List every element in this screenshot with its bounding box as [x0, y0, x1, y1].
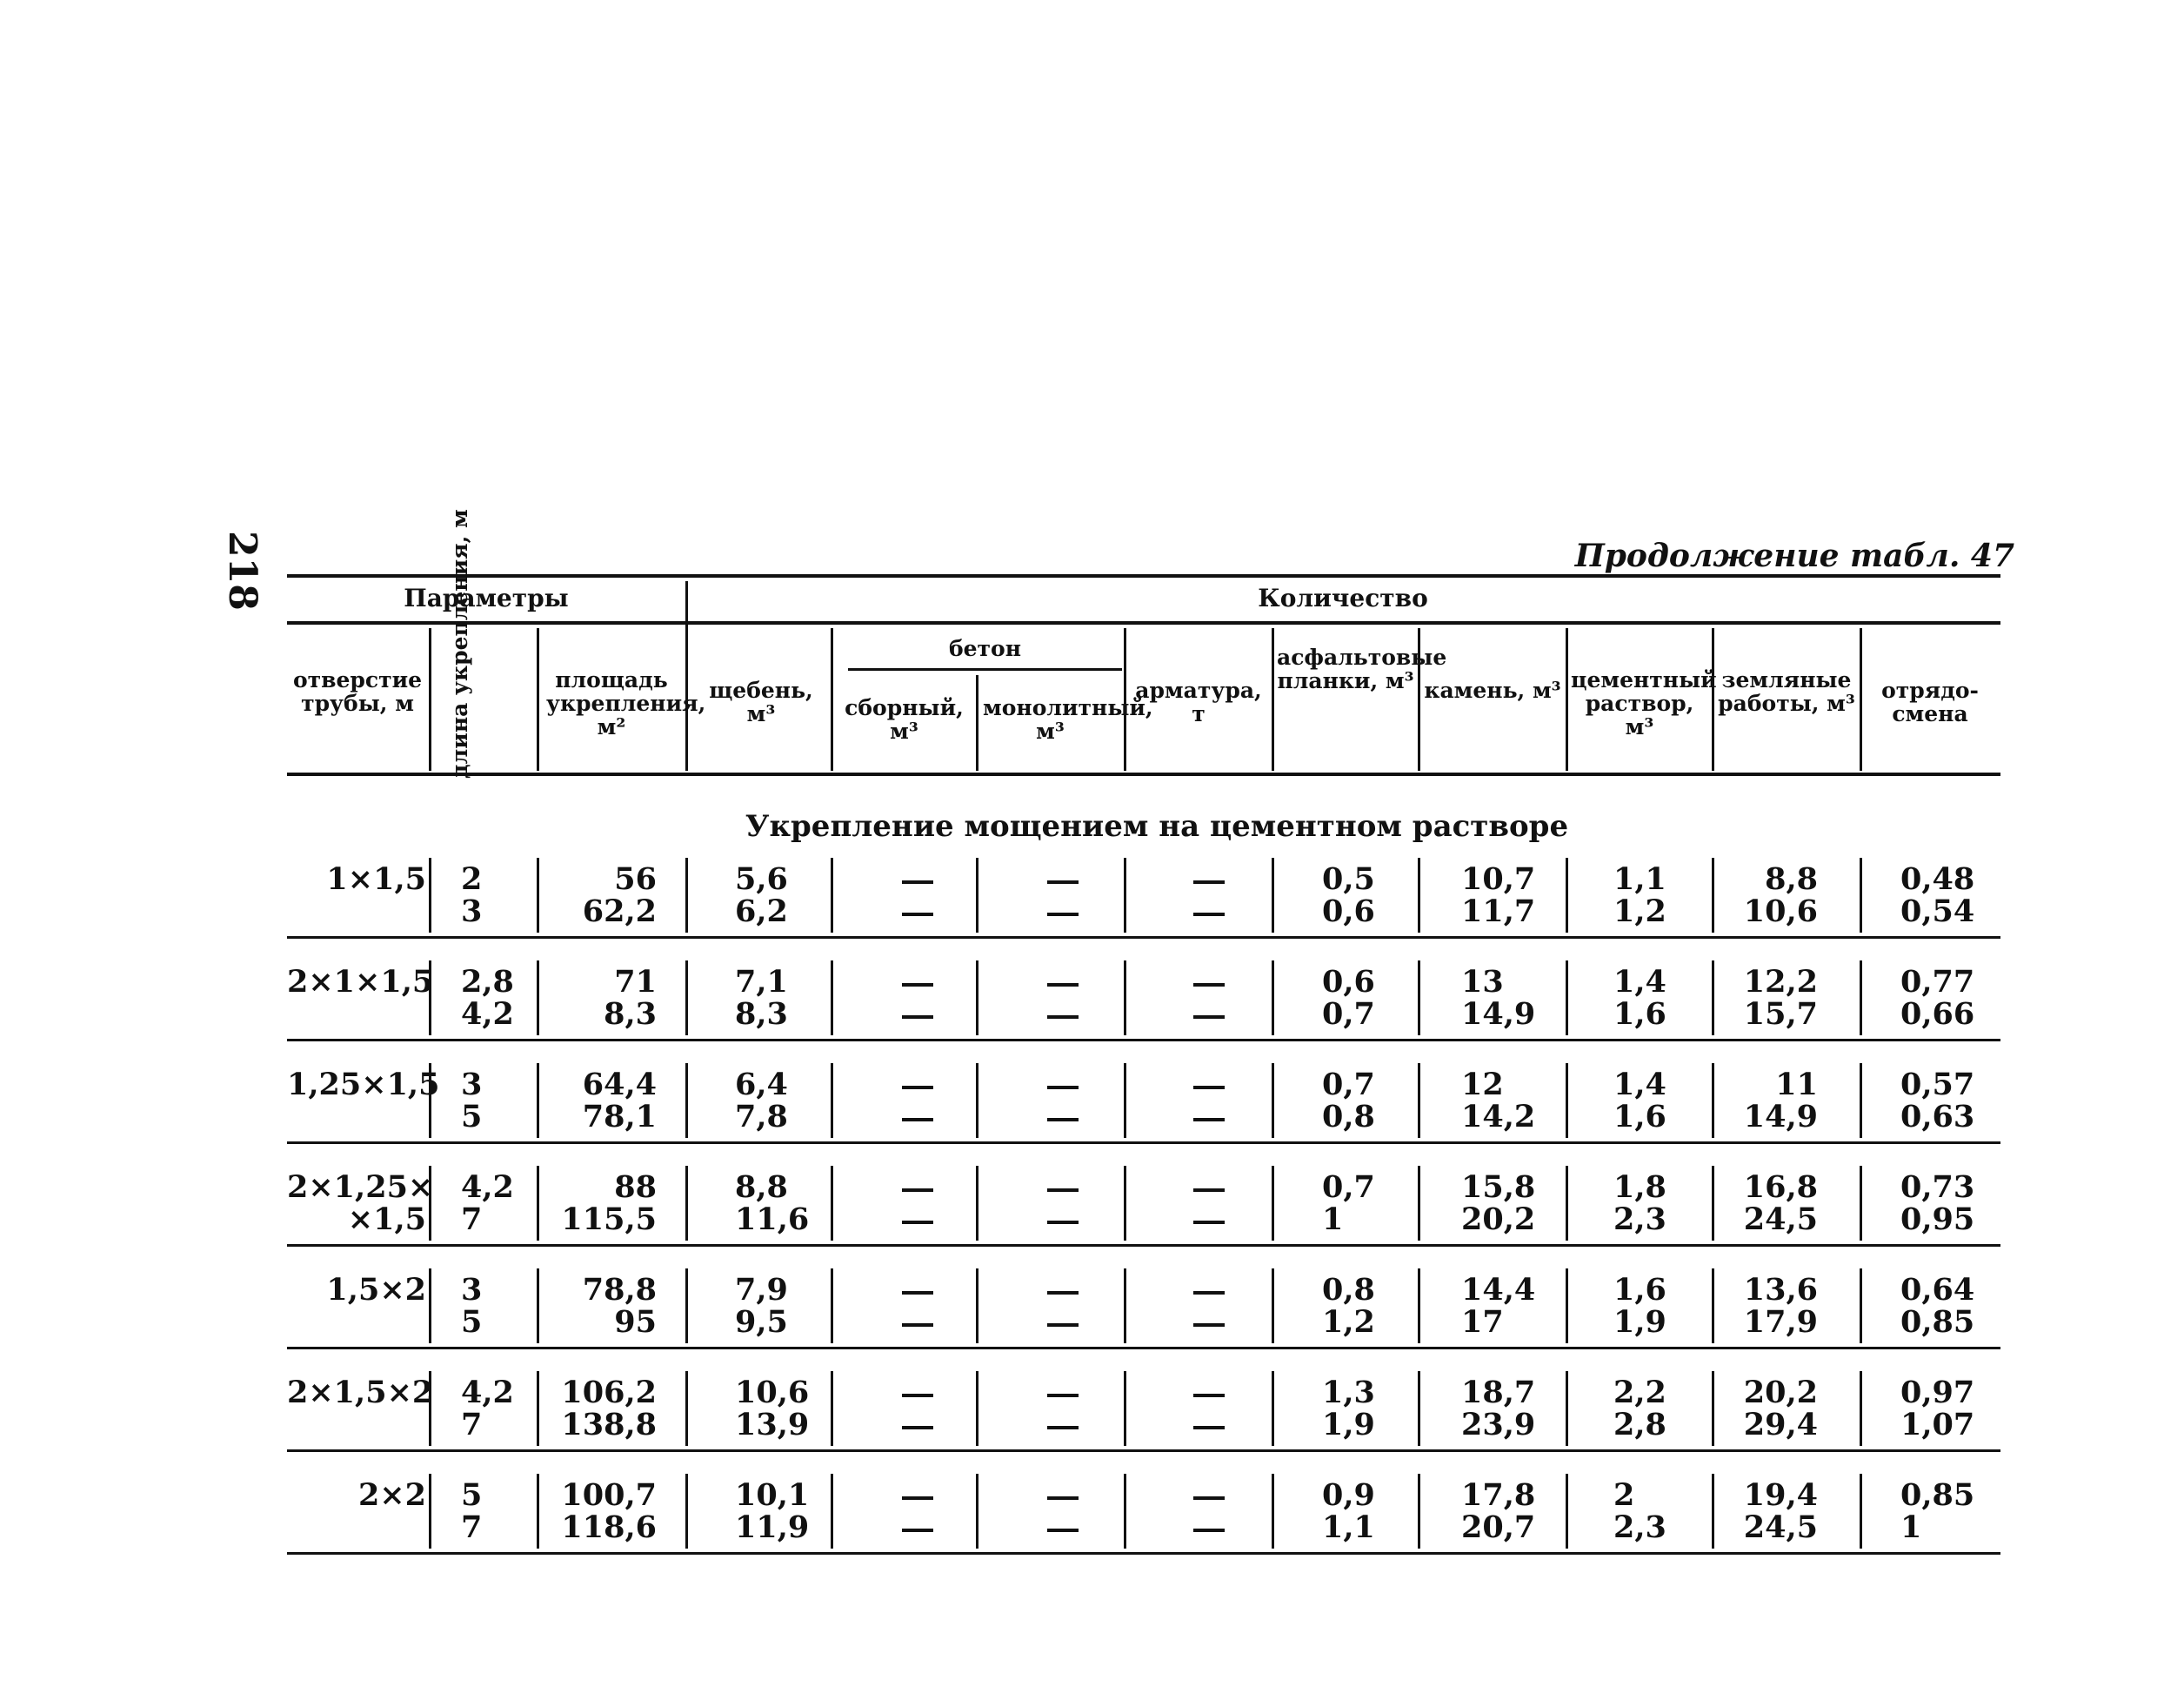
row-column-separator — [1860, 1063, 1862, 1138]
cell-length: 3 — [461, 1067, 483, 1102]
page-number: 218 — [220, 531, 264, 611]
section-title: Укрепление мощением на цементном растворе — [745, 809, 1569, 844]
cell-mortar: 1,2 — [1613, 893, 1666, 929]
cell-area: 115,5 — [561, 1201, 657, 1237]
cell-shift: 0,85 — [1900, 1477, 1975, 1513]
dash-cell — [1193, 1529, 1225, 1532]
row-column-separator — [1566, 1268, 1568, 1343]
cell-asphalt: 0,6 — [1322, 893, 1375, 929]
cell-length: 4,2 — [461, 1169, 514, 1205]
row-column-separator — [685, 858, 688, 933]
cell-shift: 0,77 — [1900, 964, 1975, 1000]
hdr-sep-11 — [1860, 628, 1862, 771]
cell-opening: 2×1,25× — [287, 1169, 434, 1205]
cell-shift: 1 — [1900, 1509, 1922, 1545]
cell-asphalt: 0,5 — [1322, 861, 1375, 897]
cell-earthworks: 14,9 — [1743, 1099, 1818, 1134]
row-column-separator — [429, 858, 431, 933]
cell-opening: 2×1×1,5 — [287, 964, 434, 1000]
dash-cell — [1047, 1426, 1079, 1429]
cell-area: 88 — [614, 1169, 657, 1205]
cell-length: 4,2 — [461, 996, 514, 1032]
cell-stone: 12 — [1461, 1067, 1504, 1102]
cell-shift: 0,64 — [1900, 1272, 1975, 1308]
cell-gravel: 5,6 — [735, 861, 788, 897]
cell-gravel: 9,5 — [735, 1304, 788, 1340]
cell-earthworks: 24,5 — [1743, 1509, 1818, 1545]
cell-length: 3 — [461, 893, 483, 929]
cell-stone: 20,7 — [1461, 1509, 1536, 1545]
row-column-separator — [1418, 1474, 1420, 1549]
dash-cell — [1047, 1188, 1079, 1192]
dash-cell — [1047, 1323, 1079, 1327]
row-column-separator — [1272, 1166, 1274, 1241]
row-column-separator — [1712, 1268, 1714, 1343]
cell-asphalt: 0,9 — [1322, 1477, 1375, 1513]
cell-mortar: 2 — [1613, 1477, 1635, 1513]
cell-mortar: 1,6 — [1613, 1272, 1666, 1308]
dash-cell — [902, 1426, 933, 1429]
cell-gravel: 13,9 — [735, 1407, 810, 1442]
row-column-separator — [831, 960, 833, 1035]
dash-cell — [1047, 1118, 1079, 1121]
row-column-separator — [1418, 1371, 1420, 1446]
row-column-separator — [1418, 1063, 1420, 1138]
cell-opening: 2×1,5×2 — [287, 1375, 434, 1410]
row-column-separator — [1124, 1371, 1126, 1446]
cell-shift: 0,63 — [1900, 1099, 1975, 1134]
dash-cell — [1193, 1496, 1225, 1500]
row-column-separator — [976, 1166, 978, 1241]
row-column-separator — [976, 960, 978, 1035]
row-column-separator — [685, 960, 688, 1035]
col-area-header: площадь укрепления, м² — [546, 667, 706, 739]
cell-length: 4,2 — [461, 1375, 514, 1410]
dash-cell — [1047, 1291, 1079, 1295]
dash-cell — [902, 880, 933, 884]
cell-asphalt: 0,7 — [1322, 996, 1375, 1032]
col-opening-header: отверстие трубы, м — [292, 667, 423, 716]
dash-cell — [1193, 880, 1225, 884]
row-column-separator — [1566, 1371, 1568, 1446]
row-column-separator — [1860, 858, 1862, 933]
cell-asphalt: 0,8 — [1322, 1272, 1375, 1308]
col-concrete-precast-header: сборный, м³ — [845, 695, 964, 744]
row-bottom-rule — [287, 1039, 2000, 1041]
cell-shift: 0,66 — [1900, 996, 1975, 1032]
cell-stone: 18,7 — [1461, 1375, 1536, 1410]
row-column-separator — [1272, 1474, 1274, 1549]
cell-shift: 0,85 — [1900, 1304, 1975, 1340]
hdr-sep-1 — [429, 628, 431, 771]
cell-gravel: 11,6 — [735, 1201, 810, 1237]
cell-shift: 0,73 — [1900, 1169, 1975, 1205]
row-column-separator — [1124, 858, 1126, 933]
cell-earthworks: 19,4 — [1743, 1477, 1818, 1513]
cell-gravel: 10,1 — [735, 1477, 810, 1513]
dash-cell — [1193, 1323, 1225, 1327]
dash-cell — [1193, 983, 1225, 987]
row-bottom-rule — [287, 1244, 2000, 1247]
dash-cell — [902, 1529, 933, 1532]
dash-cell — [1047, 1496, 1079, 1500]
row-column-separator — [1124, 1166, 1126, 1241]
cell-length: 5 — [461, 1099, 483, 1134]
row-column-separator — [1566, 1063, 1568, 1138]
cell-earthworks: 15,7 — [1743, 996, 1818, 1032]
header-bottom-rule — [287, 773, 2000, 776]
cell-length: 2,8 — [461, 964, 514, 1000]
row-column-separator — [1272, 1371, 1274, 1446]
cell-gravel: 8,3 — [735, 996, 788, 1032]
row-column-separator — [1712, 960, 1714, 1035]
cell-gravel: 7,8 — [735, 1099, 788, 1134]
hdr-sep-10 — [1712, 628, 1714, 771]
cell-earthworks: 17,9 — [1743, 1304, 1818, 1340]
row-column-separator — [1418, 858, 1420, 933]
cell-stone: 17 — [1461, 1304, 1504, 1340]
dash-cell — [902, 1323, 933, 1327]
row-column-separator — [685, 1268, 688, 1343]
cell-area: 118,6 — [561, 1509, 657, 1545]
group-header-rule — [287, 621, 2000, 625]
cell-stone: 14,2 — [1461, 1099, 1536, 1134]
cell-gravel: 8,8 — [735, 1169, 788, 1205]
dash-cell — [902, 913, 933, 916]
row-column-separator — [1418, 1268, 1420, 1343]
cell-gravel: 10,6 — [735, 1375, 810, 1410]
dash-cell — [1193, 1015, 1225, 1019]
row-bottom-rule — [287, 1552, 2000, 1555]
dash-cell — [1047, 1394, 1079, 1397]
row-column-separator — [1566, 1474, 1568, 1549]
dash-cell — [1193, 1221, 1225, 1224]
dash-cell — [1047, 1529, 1079, 1532]
cell-area: 8,3 — [604, 996, 657, 1032]
row-column-separator — [1418, 960, 1420, 1035]
cell-length: 3 — [461, 1272, 483, 1308]
cell-stone: 15,8 — [1461, 1169, 1536, 1205]
row-bottom-rule — [287, 1347, 2000, 1349]
cell-shift: 0,57 — [1900, 1067, 1975, 1102]
cell-length: 5 — [461, 1304, 483, 1340]
col-length-header: длина укрепления, м — [447, 509, 472, 779]
cell-shift: 1,07 — [1900, 1407, 1975, 1442]
col-gravel-header: щебень, м³ — [709, 678, 813, 726]
cell-gravel: 7,9 — [735, 1272, 788, 1308]
row-column-separator — [1860, 1268, 1862, 1343]
row-column-separator — [1712, 1371, 1714, 1446]
cell-opening: 1×1,5 — [326, 861, 426, 897]
row-column-separator — [1418, 1166, 1420, 1241]
row-column-separator — [429, 1474, 431, 1549]
cell-opening: ×1,5 — [347, 1201, 426, 1237]
row-column-separator — [1860, 960, 1862, 1035]
hdr-sep-5 — [976, 675, 978, 771]
row-column-separator — [976, 858, 978, 933]
dash-cell — [902, 1496, 933, 1500]
row-column-separator — [831, 1474, 833, 1549]
row-column-separator — [685, 1166, 688, 1241]
cell-stone: 17,8 — [1461, 1477, 1536, 1513]
dash-cell — [902, 1188, 933, 1192]
col-asphalt-header: асфальтовые планки, м³ — [1277, 645, 1447, 693]
table-caption: Продолжение табл. 47 — [1574, 538, 2014, 574]
cell-area: 64,4 — [582, 1067, 657, 1102]
cell-earthworks: 20,2 — [1743, 1375, 1818, 1410]
dash-cell — [1047, 913, 1079, 916]
concrete-subheader-rule — [848, 668, 1122, 671]
cell-area: 62,2 — [582, 893, 657, 929]
col-rebar-header: арматура, т — [1135, 678, 1262, 726]
dash-cell — [1193, 1291, 1225, 1295]
cell-area: 100,7 — [561, 1477, 657, 1513]
cell-asphalt: 0,7 — [1322, 1169, 1375, 1205]
row-column-separator — [685, 1474, 688, 1549]
dash-cell — [1193, 1118, 1225, 1121]
cell-mortar: 2,3 — [1613, 1509, 1666, 1545]
cell-mortar: 1,9 — [1613, 1304, 1666, 1340]
row-bottom-rule — [287, 936, 2000, 939]
cell-shift: 0,97 — [1900, 1375, 1975, 1410]
row-column-separator — [976, 1268, 978, 1343]
cell-area: 71 — [614, 964, 657, 1000]
cell-stone: 20,2 — [1461, 1201, 1536, 1237]
cell-earthworks: 10,6 — [1743, 893, 1818, 929]
row-bottom-rule — [287, 1141, 2000, 1144]
row-column-separator — [1712, 1474, 1714, 1549]
row-column-separator — [685, 1371, 688, 1446]
cell-stone: 14,9 — [1461, 996, 1536, 1032]
row-column-separator — [1124, 1474, 1126, 1549]
row-column-separator — [1272, 960, 1274, 1035]
cell-opening: 1,25×1,5 — [287, 1067, 440, 1102]
cell-opening: 2×2 — [357, 1477, 426, 1513]
row-column-separator — [685, 1063, 688, 1138]
row-column-separator — [1860, 1474, 1862, 1549]
cell-earthworks: 8,8 — [1765, 861, 1818, 897]
cell-stone: 14,4 — [1461, 1272, 1536, 1308]
cell-shift: 0,54 — [1900, 893, 1975, 929]
dash-cell — [1193, 1426, 1225, 1429]
cell-shift: 0,95 — [1900, 1201, 1975, 1237]
cell-stone: 23,9 — [1461, 1407, 1536, 1442]
dash-cell — [1193, 1086, 1225, 1089]
dash-cell — [902, 1394, 933, 1397]
dash-cell — [902, 1015, 933, 1019]
hdr-sep-7 — [1272, 628, 1274, 771]
cell-length: 5 — [461, 1477, 483, 1513]
row-column-separator — [1272, 858, 1274, 933]
row-column-separator — [1860, 1371, 1862, 1446]
cell-length: 2 — [461, 861, 483, 897]
dash-cell — [902, 1221, 933, 1224]
dash-cell — [902, 1291, 933, 1295]
cell-earthworks: 13,6 — [1743, 1272, 1818, 1308]
cell-asphalt: 0,8 — [1322, 1099, 1375, 1134]
cell-earthworks: 12,2 — [1743, 964, 1818, 1000]
row-column-separator — [831, 858, 833, 933]
cell-gravel: 6,4 — [735, 1067, 788, 1102]
cell-mortar: 1,4 — [1613, 964, 1666, 1000]
row-column-separator — [1124, 1063, 1126, 1138]
row-column-separator — [1566, 858, 1568, 933]
cell-stone: 11,7 — [1461, 893, 1536, 929]
cell-opening: 1,5×2 — [326, 1272, 426, 1308]
row-column-separator — [1712, 858, 1714, 933]
cell-length: 7 — [461, 1509, 483, 1545]
cell-asphalt: 1 — [1322, 1201, 1344, 1237]
group-quantity-header: Количество — [1258, 584, 1428, 612]
cell-area: 56 — [614, 861, 657, 897]
row-column-separator — [831, 1063, 833, 1138]
cell-gravel: 6,2 — [735, 893, 788, 929]
dash-cell — [1193, 913, 1225, 916]
cell-mortar: 2,8 — [1613, 1407, 1666, 1442]
cell-asphalt: 1,9 — [1322, 1407, 1375, 1442]
cell-asphalt: 1,2 — [1322, 1304, 1375, 1340]
row-column-separator — [1860, 1166, 1862, 1241]
hdr-sep-9 — [1566, 628, 1568, 771]
row-column-separator — [831, 1371, 833, 1446]
row-column-separator — [831, 1166, 833, 1241]
cell-area: 138,8 — [561, 1407, 657, 1442]
dash-cell — [1193, 1394, 1225, 1397]
row-column-separator — [1272, 1063, 1274, 1138]
cell-earthworks: 24,5 — [1743, 1201, 1818, 1237]
hdr-sep-2 — [537, 628, 539, 771]
cell-mortar: 1,6 — [1613, 1099, 1666, 1134]
row-column-separator — [429, 1268, 431, 1343]
group-params-header: Параметры — [404, 584, 569, 612]
col-stone-header: камень, м³ — [1424, 678, 1561, 703]
dash-cell — [1047, 1221, 1079, 1224]
row-column-separator — [1712, 1063, 1714, 1138]
cell-earthworks: 29,4 — [1743, 1407, 1818, 1442]
row-column-separator — [1566, 1166, 1568, 1241]
row-column-separator — [976, 1063, 978, 1138]
dash-cell — [902, 1086, 933, 1089]
cell-area: 78,8 — [582, 1272, 657, 1308]
col-concrete-header: бетон — [948, 636, 1022, 661]
dash-cell — [1047, 880, 1079, 884]
row-bottom-rule — [287, 1449, 2000, 1452]
cell-mortar: 2,3 — [1613, 1201, 1666, 1237]
dash-cell — [1047, 983, 1079, 987]
dash-cell — [1047, 1086, 1079, 1089]
cell-asphalt: 0,6 — [1322, 964, 1375, 1000]
cell-area: 78,1 — [582, 1099, 657, 1134]
col-crew-shift-header: отрядо-смена — [1881, 678, 1979, 726]
row-column-separator — [976, 1474, 978, 1549]
cell-length: 7 — [461, 1201, 483, 1237]
cell-shift: 0,48 — [1900, 861, 1975, 897]
cell-mortar: 2,2 — [1613, 1375, 1666, 1410]
table-top-rule — [287, 574, 2000, 578]
cell-asphalt: 0,7 — [1322, 1067, 1375, 1102]
cell-mortar: 1,4 — [1613, 1067, 1666, 1102]
row-column-separator — [831, 1268, 833, 1343]
row-column-separator — [1712, 1166, 1714, 1241]
cell-mortar: 1,8 — [1613, 1169, 1666, 1205]
cell-area: 95 — [614, 1304, 657, 1340]
row-column-separator — [1124, 1268, 1126, 1343]
row-column-separator — [976, 1371, 978, 1446]
cell-stone: 10,7 — [1461, 861, 1536, 897]
row-column-separator — [1272, 1268, 1274, 1343]
cell-stone: 13 — [1461, 964, 1504, 1000]
hdr-sep-4 — [831, 628, 833, 771]
col-concrete-monolithic-header: монолитный, м³ — [983, 695, 1153, 744]
col-earthworks-header: земляные работы, м³ — [1718, 667, 1855, 716]
dash-cell — [1047, 1015, 1079, 1019]
col-mortar-header: цементный раствор, м³ — [1571, 667, 1717, 739]
row-column-separator — [1566, 960, 1568, 1035]
cell-earthworks: 11 — [1775, 1067, 1818, 1102]
cell-area: 106,2 — [561, 1375, 657, 1410]
cell-asphalt: 1,1 — [1322, 1509, 1375, 1545]
cell-length: 7 — [461, 1407, 483, 1442]
dash-cell — [902, 1118, 933, 1121]
cell-gravel: 7,1 — [735, 964, 788, 1000]
row-column-separator — [1124, 960, 1126, 1035]
cell-asphalt: 1,3 — [1322, 1375, 1375, 1410]
cell-gravel: 11,9 — [735, 1509, 810, 1545]
cell-earthworks: 16,8 — [1743, 1169, 1818, 1205]
dash-cell — [1193, 1188, 1225, 1192]
dash-cell — [902, 983, 933, 987]
cell-mortar: 1,1 — [1613, 861, 1666, 897]
cell-mortar: 1,6 — [1613, 996, 1666, 1032]
